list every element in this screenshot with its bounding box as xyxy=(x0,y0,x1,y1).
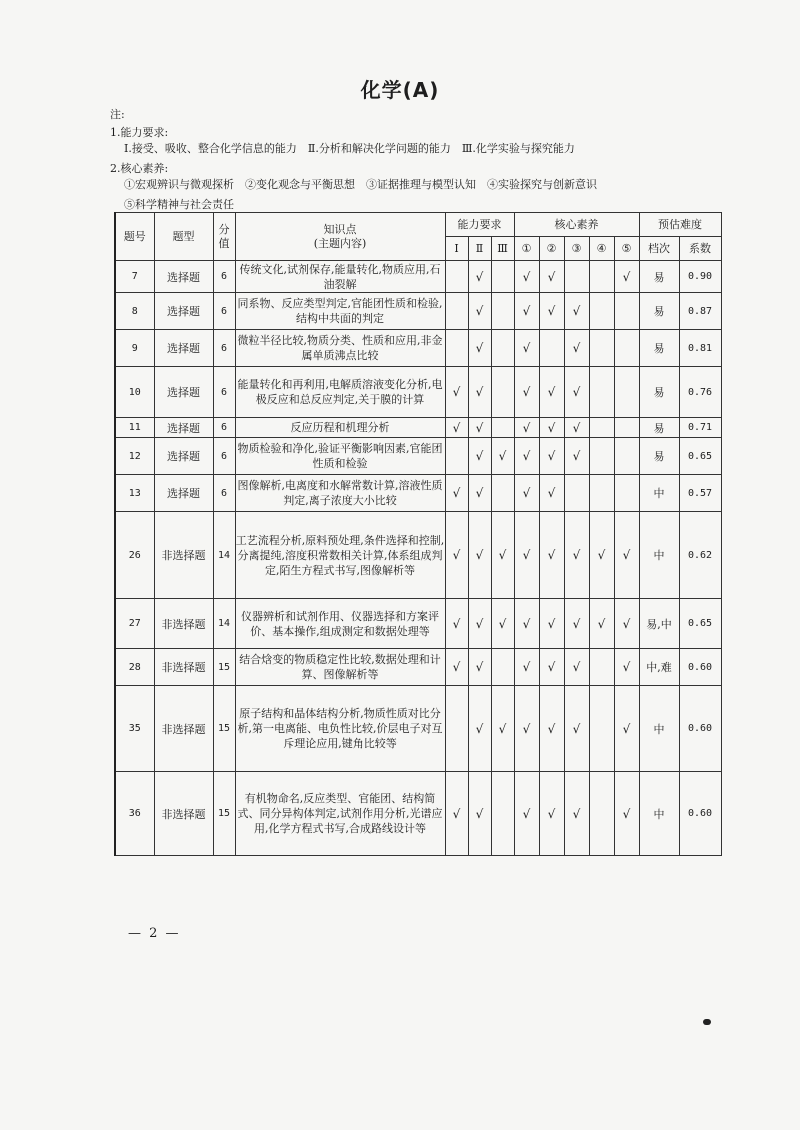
cell-literacy-check: √ xyxy=(539,367,564,418)
cell-literacy-check: √ xyxy=(539,686,564,772)
cell-number: 26 xyxy=(115,512,154,599)
exam-spec-table xyxy=(114,212,722,856)
cell-coef: 0.60 xyxy=(679,772,721,856)
cell-literacy-check: √ xyxy=(614,772,639,856)
header-score-1: 分 xyxy=(218,222,230,236)
cell-ability-check xyxy=(491,418,514,438)
header-score-2: 值 xyxy=(218,236,230,250)
cell-ability-check xyxy=(491,772,514,856)
cell-level: 易,中 xyxy=(639,599,679,649)
cell-score: 6 xyxy=(213,367,235,418)
cell-literacy-check: √ xyxy=(614,686,639,772)
header-literacy-4: ④ xyxy=(589,237,614,261)
cell-literacy-check xyxy=(539,330,564,367)
cell-knowledge: 传统文化,试剂保存,能量转化,物质应用,石油裂解 xyxy=(235,261,445,293)
cell-coef: 0.76 xyxy=(679,367,721,418)
cell-level: 易 xyxy=(639,367,679,418)
cell-ability-check: √ xyxy=(491,686,514,772)
cell-score: 6 xyxy=(213,330,235,367)
cell-type: 非选择题 xyxy=(154,599,213,649)
cell-coef: 0.71 xyxy=(679,418,721,438)
cell-literacy-check xyxy=(614,438,639,475)
cell-coef: 0.90 xyxy=(679,261,721,293)
cell-literacy-check: √ xyxy=(564,367,589,418)
cell-level: 易 xyxy=(639,418,679,438)
cell-ability-check: √ xyxy=(445,418,468,438)
header-literacy: 核心素养 xyxy=(514,213,639,237)
cell-ability-check xyxy=(491,261,514,293)
cell-literacy-check: √ xyxy=(539,512,564,599)
cell-literacy-check: √ xyxy=(564,649,589,686)
cell-type: 选择题 xyxy=(154,293,213,330)
cell-number: 10 xyxy=(115,367,154,418)
cell-ability-check: √ xyxy=(468,599,491,649)
cell-literacy-check xyxy=(589,438,614,475)
cell-score: 6 xyxy=(213,475,235,512)
cell-literacy-check: √ xyxy=(539,475,564,512)
cell-type: 非选择题 xyxy=(154,649,213,686)
header-difficulty: 预估难度 xyxy=(639,213,721,237)
cell-literacy-check: √ xyxy=(514,293,539,330)
cell-type: 非选择题 xyxy=(154,772,213,856)
table-body xyxy=(115,261,721,856)
header-literacy-5: ⑤ xyxy=(614,237,639,261)
cell-score: 15 xyxy=(213,649,235,686)
cell-score: 14 xyxy=(213,512,235,599)
cell-knowledge: 工艺流程分析,原料预处理,条件选择和控制,分离提纯,溶度积常数相关计算,体系组成判定,陌生方程式书写,图像解析等 xyxy=(235,512,445,599)
header-score xyxy=(213,213,235,261)
cell-knowledge: 有机物命名,反应类型、官能团、结构简式、同分异构体判定,试剂作用分析,光谱应用,化学方程式书写,合成路线设计等 xyxy=(235,772,445,856)
page-title: 化学(A) xyxy=(360,78,440,102)
header-ability: 能力要求 xyxy=(445,213,514,237)
cell-ability-check: √ xyxy=(491,438,514,475)
cell-literacy-check xyxy=(589,367,614,418)
cell-coef: 0.81 xyxy=(679,330,721,367)
header-literacy-1: ① xyxy=(514,237,539,261)
cell-knowledge: 物质检验和净化,验证平衡影响因素,官能团性质和检验 xyxy=(235,438,445,475)
cell-score: 14 xyxy=(213,599,235,649)
cell-literacy-check: √ xyxy=(589,512,614,599)
cell-literacy-check xyxy=(589,686,614,772)
cell-ability-check: √ xyxy=(468,367,491,418)
cell-ability-check xyxy=(491,293,514,330)
cell-literacy-check: √ xyxy=(564,599,589,649)
cell-literacy-check: √ xyxy=(514,772,539,856)
cell-level: 中 xyxy=(639,512,679,599)
cell-ability-check xyxy=(491,367,514,418)
cell-coef: 0.87 xyxy=(679,293,721,330)
cell-literacy-check xyxy=(614,475,639,512)
cell-literacy-check: √ xyxy=(614,512,639,599)
cell-number: 35 xyxy=(115,686,154,772)
cell-level: 易 xyxy=(639,330,679,367)
cell-knowledge: 反应历程和机理分析 xyxy=(235,418,445,438)
cell-type: 选择题 xyxy=(154,330,213,367)
header-number: 题号 xyxy=(115,213,154,261)
cell-number: 36 xyxy=(115,772,154,856)
cell-literacy-check xyxy=(589,475,614,512)
cell-number: 12 xyxy=(115,438,154,475)
cell-number: 13 xyxy=(115,475,154,512)
table-row xyxy=(115,330,721,367)
cell-knowledge: 仪器辨析和试剂作用、仪器选择和方案评价、基本操作,组成测定和数据处理等 xyxy=(235,599,445,649)
cell-literacy-check: √ xyxy=(514,367,539,418)
header-ability-ii: Ⅱ xyxy=(468,237,491,261)
cell-ability-check: √ xyxy=(491,599,514,649)
cell-coef: 0.60 xyxy=(679,649,721,686)
cell-ability-check: √ xyxy=(468,475,491,512)
cell-ability-check: √ xyxy=(491,512,514,599)
cell-knowledge: 能量转化和再利用,电解质溶液变化分析,电极反应和总反应判定,关于膜的计算 xyxy=(235,367,445,418)
cell-literacy-check: √ xyxy=(564,438,589,475)
cell-literacy-check: √ xyxy=(539,261,564,293)
cell-ability-check: √ xyxy=(468,418,491,438)
cell-ability-check: √ xyxy=(468,330,491,367)
cell-ability-check xyxy=(491,330,514,367)
cell-level: 易 xyxy=(639,438,679,475)
cell-literacy-check xyxy=(589,649,614,686)
cell-level: 中 xyxy=(639,772,679,856)
cell-score: 6 xyxy=(213,293,235,330)
cell-coef: 0.65 xyxy=(679,599,721,649)
cell-score: 6 xyxy=(213,261,235,293)
table-row xyxy=(115,512,721,599)
cell-literacy-check: √ xyxy=(564,293,589,330)
cell-ability-check: √ xyxy=(468,649,491,686)
cell-number: 7 xyxy=(115,261,154,293)
cell-literacy-check: √ xyxy=(514,438,539,475)
cell-type: 选择题 xyxy=(154,438,213,475)
literacy-items-line1: ①宏观辨识与微观探析 ②变化观念与平衡思想 ③证据推理与模型认知 ④实验探究与创新意识 xyxy=(124,178,597,191)
cell-ability-check xyxy=(491,649,514,686)
cell-literacy-check: √ xyxy=(564,330,589,367)
header-level: 档次 xyxy=(639,237,679,261)
cell-literacy-check xyxy=(614,418,639,438)
cell-coef: 0.62 xyxy=(679,512,721,599)
cell-ability-check xyxy=(491,475,514,512)
cell-ability-check: √ xyxy=(468,686,491,772)
cell-ability-check: √ xyxy=(468,261,491,293)
cell-literacy-check: √ xyxy=(539,649,564,686)
notes-label: 注: xyxy=(110,108,125,121)
table-row xyxy=(115,293,721,330)
cell-literacy-check: √ xyxy=(514,599,539,649)
cell-type: 选择题 xyxy=(154,261,213,293)
header-literacy-3: ③ xyxy=(564,237,589,261)
cell-literacy-check: √ xyxy=(614,261,639,293)
cell-ability-check xyxy=(445,686,468,772)
cell-ability-check xyxy=(445,438,468,475)
page-number: — 2 — xyxy=(128,926,181,941)
cell-literacy-check: √ xyxy=(514,686,539,772)
cell-literacy-check xyxy=(589,330,614,367)
cell-coef: 0.60 xyxy=(679,686,721,772)
cell-literacy-check xyxy=(614,367,639,418)
header-knowledge-1: 知识点 xyxy=(323,222,357,236)
cell-number: 11 xyxy=(115,418,154,438)
table-row xyxy=(115,599,721,649)
cell-ability-check: √ xyxy=(468,772,491,856)
cell-score: 15 xyxy=(213,686,235,772)
literacy-items-line2: ⑤科学精神与社会责任 xyxy=(124,198,234,211)
cell-literacy-check: √ xyxy=(589,599,614,649)
cell-ability-check: √ xyxy=(468,293,491,330)
cell-ability-check: √ xyxy=(445,512,468,599)
cell-literacy-check: √ xyxy=(539,293,564,330)
cell-literacy-check: √ xyxy=(539,418,564,438)
cell-literacy-check: √ xyxy=(564,512,589,599)
table-row xyxy=(115,438,721,475)
header-coef: 系数 xyxy=(679,237,721,261)
table-row xyxy=(115,418,721,438)
ability-items: Ⅰ.接受、吸收、整合化学信息的能力 Ⅱ.分析和解决化学问题的能力 Ⅲ.化学实验与探究能力 xyxy=(124,142,575,155)
cell-literacy-check xyxy=(614,330,639,367)
table-row xyxy=(115,686,721,772)
table-row xyxy=(115,649,721,686)
literacy-heading: 2.核心素养: xyxy=(110,162,169,175)
cell-level: 中 xyxy=(639,686,679,772)
table-row xyxy=(115,772,721,856)
header-ability-iii: Ⅲ xyxy=(491,237,514,261)
cell-literacy-check: √ xyxy=(514,261,539,293)
header-literacy-2: ② xyxy=(539,237,564,261)
cell-number: 8 xyxy=(115,293,154,330)
cell-literacy-check: √ xyxy=(564,686,589,772)
cell-literacy-check: √ xyxy=(514,512,539,599)
cell-number: 28 xyxy=(115,649,154,686)
cell-level: 中,难 xyxy=(639,649,679,686)
cell-literacy-check xyxy=(589,772,614,856)
cell-number: 9 xyxy=(115,330,154,367)
table-row xyxy=(115,367,721,418)
cell-type: 选择题 xyxy=(154,418,213,438)
cell-literacy-check: √ xyxy=(539,772,564,856)
cell-literacy-check xyxy=(614,293,639,330)
cell-ability-check: √ xyxy=(445,772,468,856)
cell-ability-check: √ xyxy=(445,649,468,686)
cell-literacy-check xyxy=(589,293,614,330)
cell-knowledge: 结合焓变的物质稳定性比较,数据处理和计算、图像解析等 xyxy=(235,649,445,686)
cell-literacy-check: √ xyxy=(514,330,539,367)
header-type: 题型 xyxy=(154,213,213,261)
cell-ability-check: √ xyxy=(445,599,468,649)
cell-level: 中 xyxy=(639,475,679,512)
header-knowledge xyxy=(235,213,445,261)
cell-type: 选择题 xyxy=(154,475,213,512)
cell-literacy-check xyxy=(564,261,589,293)
cell-literacy-check xyxy=(589,261,614,293)
cell-knowledge: 图像解析,电离度和水解常数计算,溶液性质判定,离子浓度大小比较 xyxy=(235,475,445,512)
cell-score: 15 xyxy=(213,772,235,856)
cell-ability-check: √ xyxy=(468,512,491,599)
cell-score: 6 xyxy=(213,418,235,438)
cell-literacy-check: √ xyxy=(514,418,539,438)
cell-level: 易 xyxy=(639,293,679,330)
table-row xyxy=(115,475,721,512)
cell-ability-check xyxy=(445,293,468,330)
cell-literacy-check: √ xyxy=(539,599,564,649)
cell-knowledge: 同系物、反应类型判定,官能团性质和检验,结构中共面的判定 xyxy=(235,293,445,330)
cell-coef: 0.57 xyxy=(679,475,721,512)
cell-knowledge: 原子结构和晶体结构分析,物质性质对比分析,第一电离能、电负性比较,价层电子对互斥理论应用,键角比较等 xyxy=(235,686,445,772)
cell-ability-check xyxy=(445,330,468,367)
table-row xyxy=(115,261,721,293)
cell-ability-check xyxy=(445,261,468,293)
cell-literacy-check xyxy=(564,475,589,512)
cell-ability-check: √ xyxy=(468,438,491,475)
cell-literacy-check: √ xyxy=(514,649,539,686)
cell-level: 易 xyxy=(639,261,679,293)
cell-type: 非选择题 xyxy=(154,686,213,772)
cell-literacy-check: √ xyxy=(614,649,639,686)
cell-literacy-check: √ xyxy=(514,475,539,512)
cell-ability-check: √ xyxy=(445,367,468,418)
cell-knowledge: 微粒半径比较,物质分类、性质和应用,非金属单质沸点比较 xyxy=(235,330,445,367)
cell-literacy-check: √ xyxy=(614,599,639,649)
scan-speck xyxy=(703,1019,711,1025)
cell-type: 非选择题 xyxy=(154,512,213,599)
cell-literacy-check: √ xyxy=(539,438,564,475)
cell-literacy-check xyxy=(589,418,614,438)
cell-coef: 0.65 xyxy=(679,438,721,475)
cell-literacy-check: √ xyxy=(564,418,589,438)
cell-type: 选择题 xyxy=(154,367,213,418)
cell-number: 27 xyxy=(115,599,154,649)
cell-ability-check: √ xyxy=(445,475,468,512)
header-ability-i: Ⅰ xyxy=(445,237,468,261)
cell-score: 6 xyxy=(213,438,235,475)
ability-heading: 1.能力要求: xyxy=(110,126,169,139)
cell-literacy-check: √ xyxy=(564,772,589,856)
header-knowledge-2: (主题内容) xyxy=(313,236,367,250)
